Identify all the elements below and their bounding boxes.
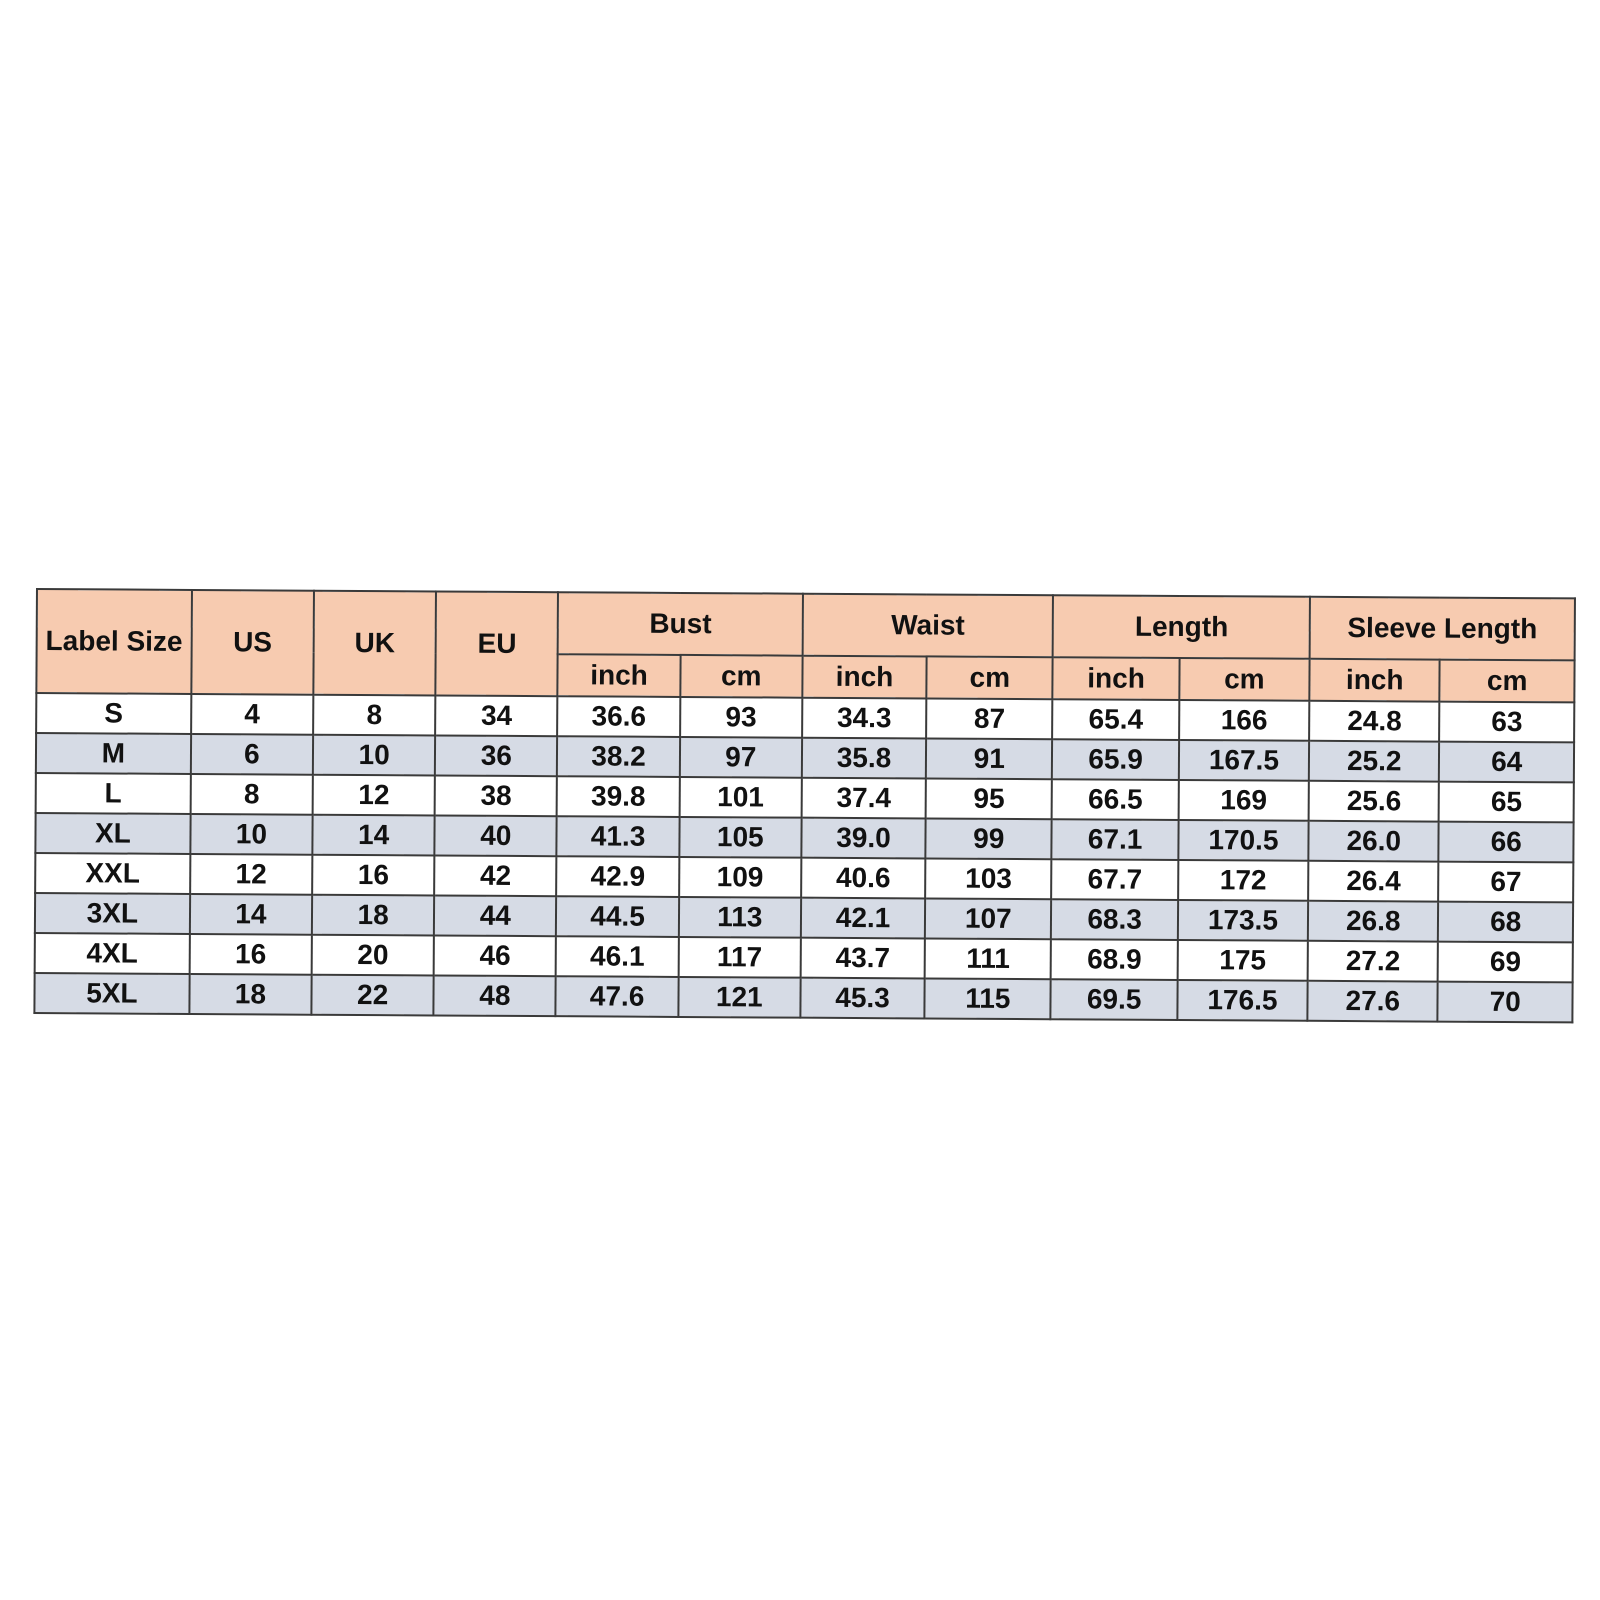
cell-length-inch: 66.5: [1052, 779, 1179, 820]
cell-label-size: XXL: [35, 853, 190, 894]
cell-label-size: XL: [35, 813, 190, 854]
cell-length-inch: 67.7: [1052, 859, 1179, 900]
header-eu: EU: [436, 591, 559, 696]
cell-uk: 12: [313, 775, 435, 816]
cell-sleeve-cm: 67: [1439, 862, 1574, 903]
unit-waist-inch: inch: [802, 656, 927, 699]
cell-eu: 38: [435, 775, 557, 816]
cell-sleeve-cm: 63: [1440, 702, 1575, 743]
unit-bust-cm: cm: [680, 655, 802, 698]
cell-waist-cm: 107: [925, 898, 1052, 939]
cell-us: 10: [190, 814, 312, 855]
cell-length-inch: 65.4: [1053, 699, 1180, 740]
header-waist: Waist: [803, 594, 1054, 658]
cell-bust-cm: 105: [679, 817, 801, 858]
unit-waist-cm: cm: [927, 656, 1054, 699]
cell-length-cm: 175: [1177, 940, 1308, 981]
table-body: [34, 693, 1574, 1022]
cell-uk: 8: [313, 695, 435, 736]
cell-bust-cm: 97: [680, 737, 802, 778]
cell-us: 4: [191, 694, 313, 735]
cell-bust-cm: 101: [679, 777, 801, 818]
cell-waist-inch: 40.6: [801, 858, 925, 899]
cell-us: 6: [191, 734, 313, 775]
cell-us: 14: [190, 894, 312, 935]
cell-sleeve-cm: 65: [1439, 782, 1574, 823]
cell-length-cm: 170.5: [1178, 820, 1309, 861]
cell-label-size: M: [36, 733, 191, 774]
cell-us: 16: [189, 934, 311, 975]
cell-bust-inch: 44.5: [556, 896, 678, 937]
cell-bust-cm: 121: [678, 977, 800, 1018]
cell-length-inch: 68.9: [1051, 939, 1178, 980]
cell-label-size: L: [36, 773, 191, 814]
cell-length-cm: 167.5: [1179, 740, 1310, 781]
cell-eu: 44: [434, 895, 556, 936]
cell-label-size: S: [36, 693, 191, 734]
unit-bust-inch: inch: [558, 654, 680, 697]
cell-sleeve-cm: 64: [1439, 742, 1574, 783]
header-length: Length: [1053, 595, 1310, 659]
cell-sleeve-cm: 69: [1438, 942, 1573, 983]
cell-label-size: 4XL: [35, 933, 190, 974]
cell-sleeve-cm: 68: [1438, 902, 1573, 943]
table-row: [34, 973, 1572, 1022]
cell-bust-inch: 39.8: [557, 776, 679, 817]
cell-bust-inch: 38.2: [557, 736, 679, 777]
cell-waist-cm: 99: [926, 818, 1053, 859]
unit-sleeve-cm: cm: [1440, 660, 1575, 703]
cell-sleeve-inch: 27.6: [1308, 981, 1439, 1022]
cell-waist-inch: 35.8: [802, 738, 926, 779]
cell-eu: 42: [434, 855, 556, 896]
unit-sleeve-inch: inch: [1309, 659, 1440, 702]
cell-sleeve-inch: 26.4: [1308, 861, 1439, 902]
header-us: US: [191, 590, 314, 695]
cell-bust-inch: 41.3: [557, 816, 679, 857]
cell-bust-cm: 117: [678, 937, 800, 978]
cell-uk: 10: [313, 735, 435, 776]
cell-bust-inch: 46.1: [556, 936, 678, 977]
cell-waist-cm: 91: [926, 738, 1053, 779]
cell-us: 12: [190, 854, 312, 895]
cell-length-cm: 173.5: [1178, 900, 1309, 941]
cell-eu: 34: [435, 695, 557, 736]
cell-length-inch: 65.9: [1052, 739, 1179, 780]
cell-waist-cm: 95: [926, 778, 1053, 819]
header-uk: UK: [313, 591, 436, 696]
cell-bust-cm: 109: [679, 857, 801, 898]
header-sleeve-length: Sleeve Length: [1310, 597, 1575, 661]
cell-sleeve-inch: 25.6: [1309, 781, 1440, 822]
cell-length-inch: 68.3: [1051, 899, 1178, 940]
cell-eu: 46: [434, 935, 556, 976]
cell-eu: 36: [435, 735, 557, 776]
cell-waist-inch: 45.3: [800, 978, 924, 1019]
cell-bust-inch: 47.6: [556, 976, 678, 1017]
cell-us: 8: [190, 774, 312, 815]
cell-sleeve-inch: 27.2: [1308, 941, 1439, 982]
cell-bust-inch: 36.6: [558, 696, 680, 737]
cell-length-cm: 176.5: [1177, 980, 1308, 1021]
cell-uk: 14: [312, 815, 434, 856]
header-bust: Bust: [558, 592, 803, 655]
cell-uk: 16: [312, 855, 434, 896]
cell-waist-cm: 87: [926, 698, 1053, 739]
cell-length-cm: 166: [1179, 700, 1310, 741]
cell-sleeve-inch: 26.0: [1308, 821, 1439, 862]
cell-bust-cm: 113: [679, 897, 801, 938]
cell-eu: 48: [434, 975, 556, 1016]
cell-bust-cm: 93: [680, 697, 802, 738]
cell-waist-inch: 34.3: [802, 698, 926, 739]
cell-waist-inch: 43.7: [801, 938, 925, 979]
cell-uk: 18: [312, 895, 434, 936]
cell-sleeve-cm: 66: [1439, 822, 1574, 863]
cell-waist-inch: 42.1: [801, 898, 925, 939]
cell-eu: 40: [435, 815, 557, 856]
cell-uk: 22: [311, 975, 433, 1016]
cell-length-inch: 67.1: [1052, 819, 1179, 860]
size-table: [33, 588, 1576, 1023]
cell-waist-cm: 115: [925, 978, 1052, 1019]
cell-length-cm: 169: [1178, 780, 1309, 821]
cell-waist-cm: 103: [925, 858, 1052, 899]
cell-sleeve-inch: 26.8: [1308, 901, 1439, 942]
cell-sleeve-cm: 70: [1438, 982, 1573, 1023]
cell-us: 18: [189, 974, 311, 1015]
size-chart: [33, 588, 1576, 1023]
cell-sleeve-inch: 24.8: [1309, 701, 1440, 742]
cell-label-size: 3XL: [35, 893, 190, 934]
unit-length-cm: cm: [1179, 658, 1310, 701]
cell-sleeve-inch: 25.2: [1309, 741, 1440, 782]
cell-waist-inch: 39.0: [801, 818, 925, 859]
unit-length-inch: inch: [1053, 657, 1180, 700]
cell-waist-cm: 111: [925, 938, 1052, 979]
cell-bust-inch: 42.9: [557, 856, 679, 897]
cell-uk: 20: [312, 935, 434, 976]
cell-waist-inch: 37.4: [802, 778, 926, 819]
header-label-size: Label Size: [36, 589, 191, 694]
cell-length-cm: 172: [1178, 860, 1309, 901]
cell-label-size: 5XL: [34, 973, 189, 1014]
cell-length-inch: 69.5: [1051, 979, 1178, 1020]
